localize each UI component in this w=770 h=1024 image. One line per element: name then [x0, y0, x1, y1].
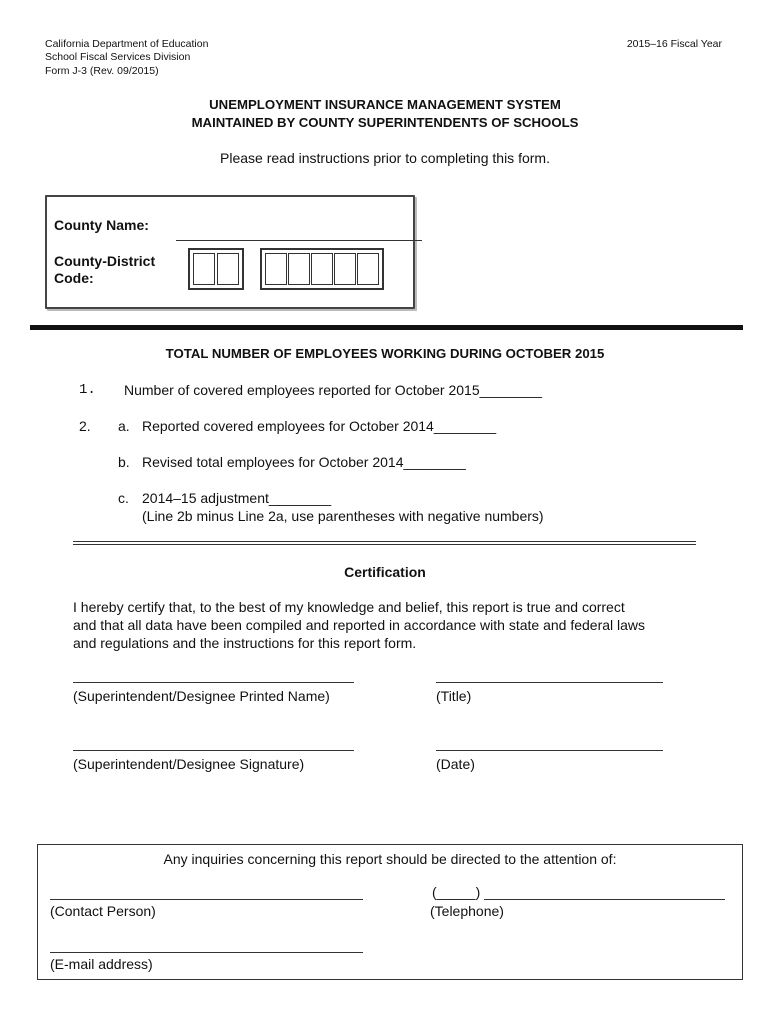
email-field[interactable]	[50, 952, 363, 953]
contact-person-field[interactable]	[50, 899, 363, 900]
printed-name-label: (Superintendent/Designee Printed Name)	[73, 688, 330, 704]
item-2-number: 2.	[79, 418, 91, 434]
section-divider	[30, 325, 743, 330]
item-2c-note: (Line 2b minus Line 2a, use parentheses with negative numbers)	[142, 508, 544, 524]
item-2a-text[interactable]: Reported covered employees for October 2014________	[142, 418, 497, 434]
title-field[interactable]	[436, 682, 663, 683]
county-code-field[interactable]	[188, 248, 244, 290]
county-name-field[interactable]	[176, 240, 422, 241]
item-2c-letter: c.	[118, 490, 129, 506]
certification-text-line1: I hereby certify that, to the best of my knowledge and belief, this report is true and correct	[73, 599, 625, 615]
division-name: School Fiscal Services Division	[45, 51, 191, 63]
county-code-digit[interactable]	[193, 253, 215, 285]
certification-divider	[73, 541, 696, 545]
district-code-field[interactable]	[260, 248, 384, 290]
certification-heading: Certification	[344, 564, 426, 580]
form-id: Form J-3 (Rev. 09/2015)	[45, 65, 159, 77]
form-title-line2: MAINTAINED BY COUNTY SUPERINTENDENTS OF SCHOOLS	[191, 115, 579, 130]
inquiries-text: Any inquiries concerning this report should be directed to the attention of:	[163, 851, 617, 867]
instruction-note: Please read instructions prior to completing this form.	[220, 150, 550, 166]
form-title-line1: UNEMPLOYMENT INSURANCE MANAGEMENT SYSTEM	[209, 97, 561, 112]
telephone-area-code[interactable]: (_____)	[432, 884, 481, 900]
signature-field[interactable]	[73, 750, 354, 751]
item-2b-text[interactable]: Revised total employees for October 2014________	[142, 454, 466, 470]
agency-name: California Department of Education	[45, 38, 209, 50]
district-code-digit[interactable]	[357, 253, 379, 285]
district-code-digit[interactable]	[311, 253, 333, 285]
date-field[interactable]	[436, 750, 663, 751]
item-2a-letter: a.	[118, 418, 130, 434]
item-2b-letter: b.	[118, 454, 130, 470]
district-code-digit[interactable]	[334, 253, 356, 285]
certification-text-line2: and that all data have been compiled and reported in accordance with state and federal laws	[73, 617, 646, 633]
item-2c-text[interactable]: 2014–15 adjustment________	[142, 490, 332, 506]
item-1-text[interactable]: Number of covered employees reported for October 2015________	[124, 382, 542, 398]
certification-text-line3: and regulations and the instructions for this report form.	[73, 635, 417, 651]
cds-label-line1: County-District	[54, 253, 156, 269]
section-heading: TOTAL NUMBER OF EMPLOYEES WORKING DURING OCTOBER 2015	[165, 346, 605, 361]
telephone-label: (Telephone)	[430, 903, 504, 919]
fiscal-year: 2015–16 Fiscal Year	[626, 38, 722, 50]
email-label: (E-mail address)	[50, 956, 153, 972]
county-code-digit[interactable]	[217, 253, 239, 285]
date-label: (Date)	[436, 756, 475, 772]
district-code-digit[interactable]	[288, 253, 310, 285]
item-1-number: 1.	[79, 382, 96, 398]
title-label: (Title)	[436, 688, 472, 704]
printed-name-field[interactable]	[73, 682, 354, 683]
telephone-field[interactable]	[484, 899, 725, 900]
cds-label-line2: Code:	[54, 270, 94, 286]
contact-person-label: (Contact Person)	[50, 903, 156, 919]
district-code-digit[interactable]	[265, 253, 287, 285]
signature-label: (Superintendent/Designee Signature)	[73, 756, 305, 772]
county-name-label: County Name:	[54, 217, 149, 233]
